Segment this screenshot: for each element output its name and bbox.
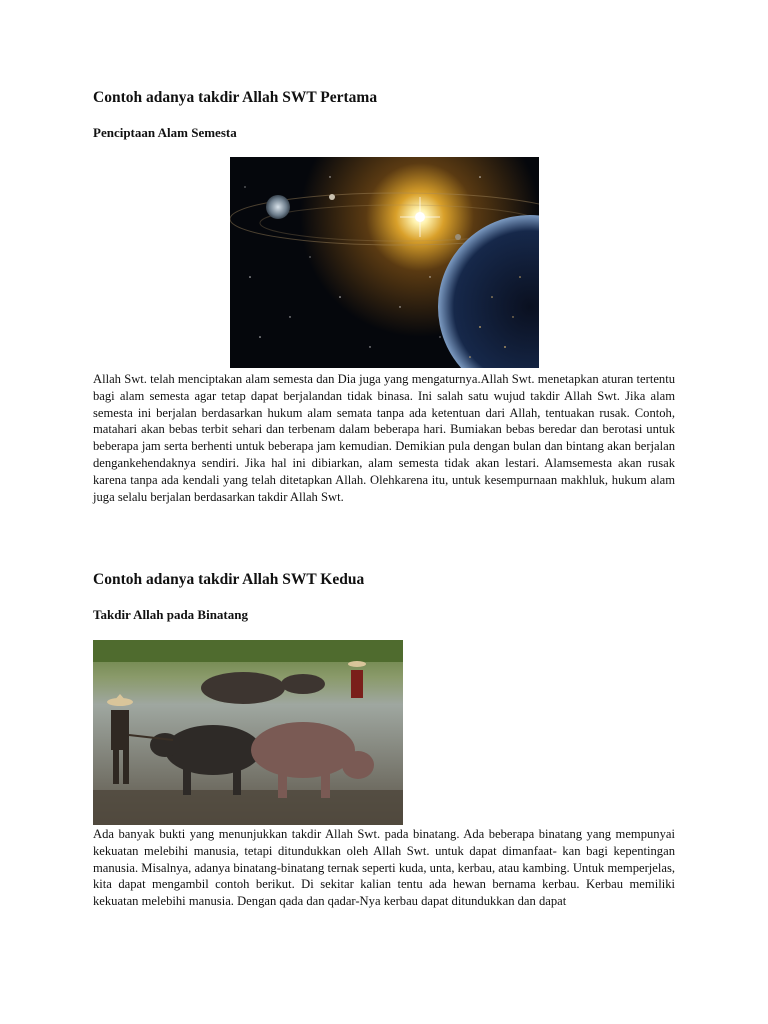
section1-heading: Contoh adanya takdir Allah SWT Pertama <box>93 89 378 106</box>
section1-paragraph: Allah Swt. telah menciptakan alam semesta dan Dia juga yang mengaturnya.Allah Swt. menetapkan aturan tertentu bagi alam semesta agar tetap dapat berjalandan tidak binasa. Ini salah satu wujud takdir Allah Swt. Jika alam semesta ini berjalan berdasarkan hukum alam semata tanpa ada ketentuan dari Allah, tentuakan rusak. Contoh, matahari akan bebas terbit sehari dan terbenam dalam beberapa hari. Bumiakan bebas beredar dan berotasi untuk beberapa jam serta berhenti untuk beberapa jam kemudian. Demikian pula dengan bulan dan bintang akan berjalan dengankehendaknya sendiri. Jika hal ini dibiarkan, alam semesta tidak akan lestari. Alamsemesta akan rusak karena tanpa ada kendali yang telah ditetapkan Allah. Olehkarena itu, untuk kesempurnaan makhluk, hukum alam juga selalu berjalan berdasarkan takdir Allah Swt. <box>93 372 675 504</box>
section2-heading: Contoh adanya takdir Allah SWT Kedua <box>93 571 365 588</box>
buffalo-plowing-image <box>93 640 403 825</box>
section2-paragraph: Ada banyak bukti yang menunjukkan takdir Allah Swt. pada binatang. Ada beberapa binatang yang mempunyai kekuatan melebihi manusia, tetapi ditundukkan oleh Allah Swt. untuk dapat dimanfaat- kan bagi kepentingan manusia. Misalnya, adanya binatang-binatang ternak seperti kuda, unta, kerbau, atau kambing. Untuk memperjelas, kita dapat mengambil contoh berikut. Di sekitar kalian tentu ada hewan bernama kerbau. Kerbau memiliki kekuatan melebihi manusia. Dengan qada dan qadar-Nya kerbau dapat ditundukkan dan dapat <box>93 827 675 909</box>
section1-subheading: Penciptaan Alam Semesta <box>93 125 237 140</box>
section2-subheading: Takdir Allah pada Binatang <box>93 607 248 622</box>
solar-system-image <box>230 157 539 368</box>
